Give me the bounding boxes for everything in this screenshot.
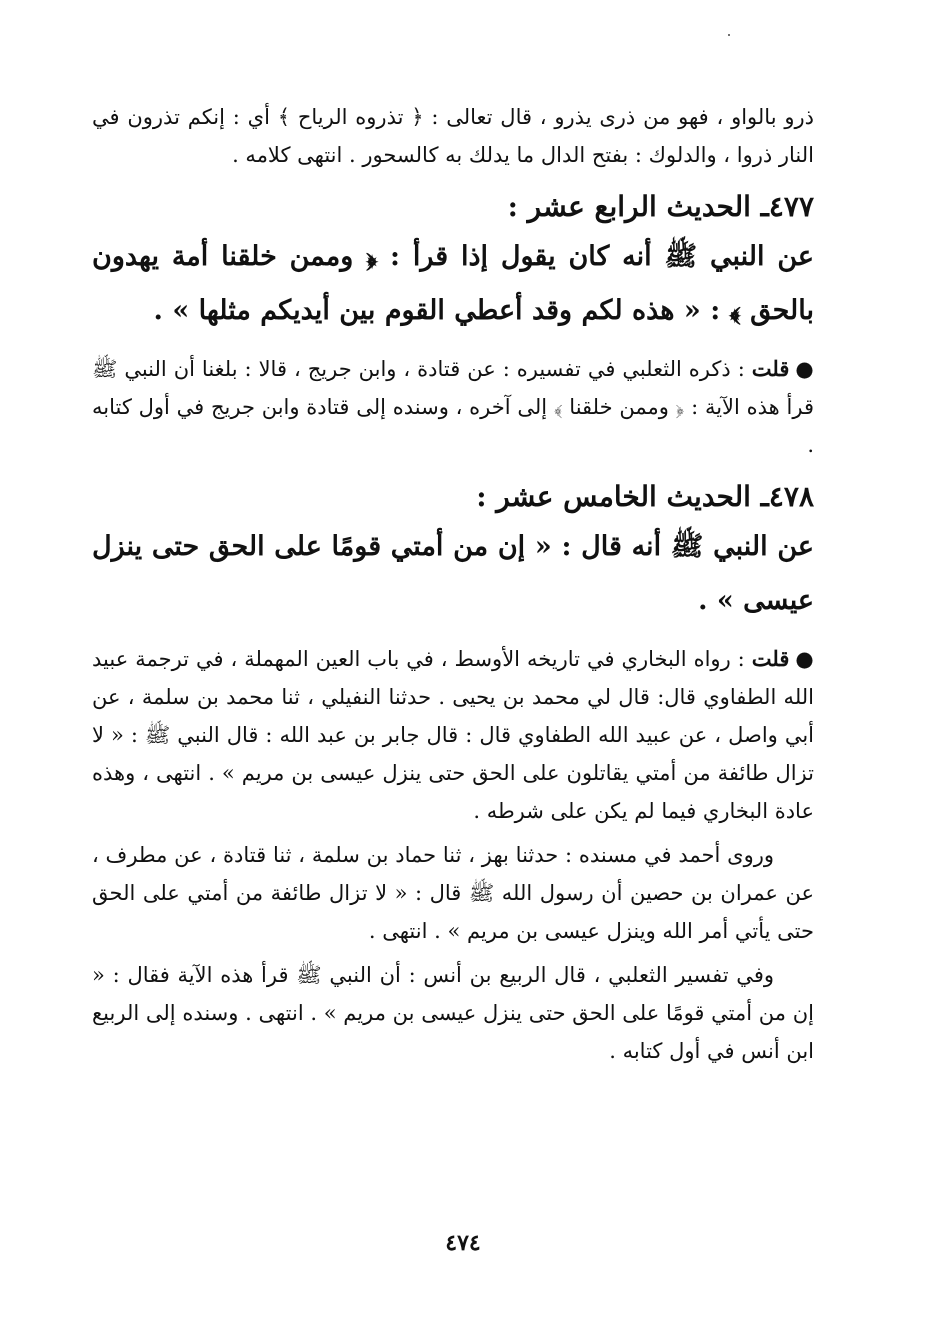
ahmad-paragraph: وروى أحمد في مسنده : حدثنا بهز ، ثنا حماد بن سلمة ، ثنا قتادة ، عن مطرف ، عن عمران بن حصين أن رسول الله ﷺ قال : « لا تزال طائفة من أمتي على الحق حتى يأتي أمر الله وينزل عيسى بن مريم » . انتهى . [92, 843, 814, 943]
hadith-477-heading: ٤٧٧ـ الحديث الرابع عشر : [507, 190, 814, 223]
hadith-478-heading: ٤٧٨ـ الحديث الخامس عشر : [476, 480, 814, 513]
hadith-477-text: عن النبي ﷺ أنه كان يقول إذا قرأ : ﴿ وممن خلقنا أمة يهدون بالحق ﴾ : « هذه لكم وقد أعطي القوم بين أيديكم مثلها » . [92, 241, 814, 326]
intro-paragraph: ذرو بالواو ، فهو من ذرى يذرو ، قال تعالى : ﴿ تذروه الرياح ﴾ أي : إنكم تذرون في النار ذروا ، والدلوك : بفتح الدال ما يدلك به كالسحور . انتهى كلامه . [92, 105, 814, 167]
thalabi-paragraph: وفي تفسير الثعلبي ، قال الربيع بن أنس : أن النبي ﷺ قرأ هذه الآية فقال : « إن من أمتي قومًا على الحق حتى ينزل عيسى بن مريم » . انتهى . وسنده إلى الربيع ابن أنس في أول كتابه . [92, 963, 814, 1063]
page-number: ٤٧٤ [445, 1230, 481, 1256]
note-text: : رواه البخاري في تاريخه الأوسط ، في باب العين المهملة ، في ترجمة عبيد الله الطفاوي قال: قال لي محمد بن يحيى . حدثنا النفيلي ، ثنا محمد بن سلمة ، عن أبي واصل ، عن عبيد الله الطفاوي قال : قال جابر بن عبد الله : قال النبي ﷺ : « لا تزال طائفة من أمتي يقاتلون على الحق حتى ينزل عيسى بن مريم » . انتهى ، وهذه عادة البخاري فيما لم يكن على شرطه . [92, 647, 815, 823]
note-label: قلت [751, 356, 790, 381]
page-speck [728, 34, 730, 36]
page-body [92, 98, 814, 1070]
note-text: : ذكره الثعلبي في تفسيره : عن قتادة ، وابن جريج ، قالا : بلغنا أن النبي ﷺ قرأ هذه الآية : ﴿ وممن خلقنا ﴾ إلى آخره ، وسنده إلى قتادة وابن جريج في أول كتابه . [92, 357, 814, 457]
bullet-icon: ● [795, 646, 814, 671]
hadith-478-text: عن النبي ﷺ أنه قال : « إن من أمتي قومًا على الحق حتى ينزل عيسى » . [92, 531, 814, 616]
hadith-478-note [92, 640, 814, 830]
hadith-477-note [92, 350, 814, 464]
bullet-icon: ● [795, 356, 814, 381]
note-label: قلت [751, 646, 790, 671]
